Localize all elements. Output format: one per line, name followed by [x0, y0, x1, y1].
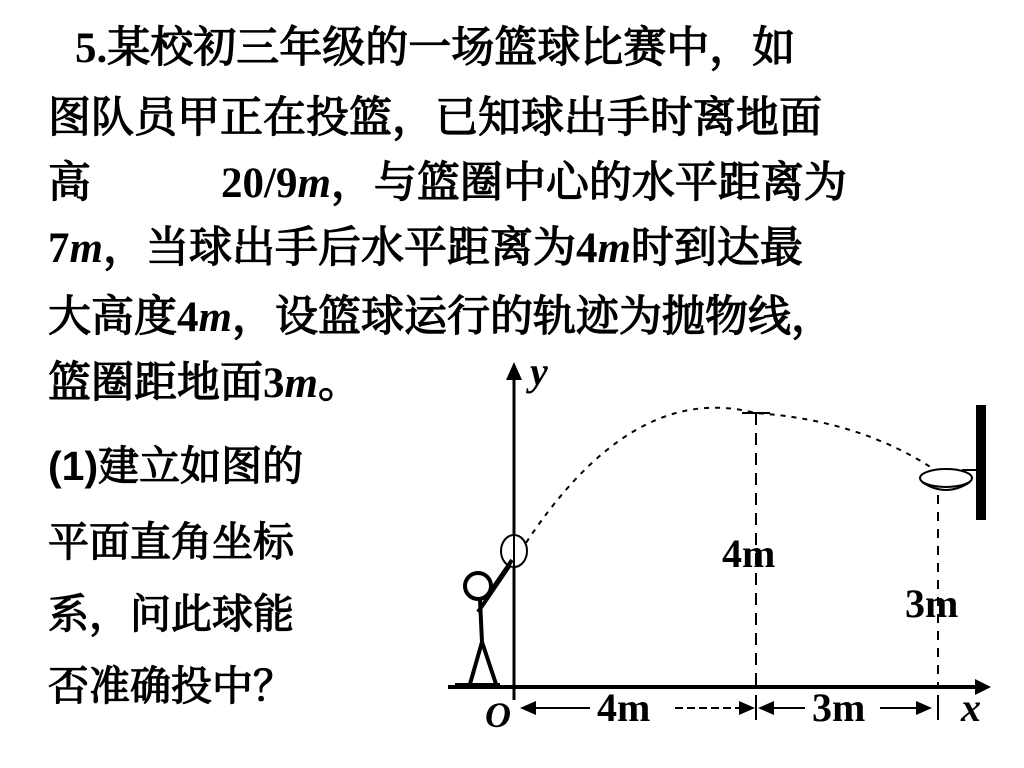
player-figure	[455, 560, 512, 686]
origin-label: O	[485, 695, 511, 735]
problem-text-3a: 高	[48, 158, 91, 208]
question-number: (1)	[48, 443, 99, 489]
question-line-2: 平面直角坐标	[48, 518, 294, 566]
y-axis-arrow	[506, 362, 522, 380]
question-line-3: 系，问此球能	[48, 590, 294, 638]
x-axis-label: x	[961, 685, 981, 730]
horizontal-distance-2-label: 3m	[812, 685, 866, 730]
peak-height-label: 4m	[722, 531, 776, 576]
problem-number: 5.	[75, 25, 108, 72]
horizontal-distance-1-label: 4m	[597, 685, 651, 730]
problem-line-4: 7m，当球出手后水平距离为4m时到达最	[48, 223, 803, 273]
problem-text-2: 图队员甲正在投篮，已知球出手时离地面	[48, 93, 822, 143]
ball-release-height: 20/9	[221, 160, 298, 207]
problem-text-3b: ，与篮圈中心的水平距离为	[330, 158, 847, 208]
y-axis-label: y	[530, 349, 548, 394]
question-line-1: (1)建立如图的	[48, 442, 304, 490]
problem-line-6: 篮圈距地面3m。	[48, 358, 361, 408]
question-line-4: 否准确投中？	[48, 662, 294, 710]
problem-text-1: 某校初三年级的一场篮球比赛中，如	[107, 23, 796, 73]
backboard	[976, 405, 986, 520]
problem-line-5: 大高度4m，设篮球运行的轨迹为抛物线，	[48, 292, 834, 342]
problem-line-3: 高 20/9m，与篮圈中心的水平距离为	[48, 158, 847, 208]
hoop-height-label: 3m	[905, 581, 959, 626]
